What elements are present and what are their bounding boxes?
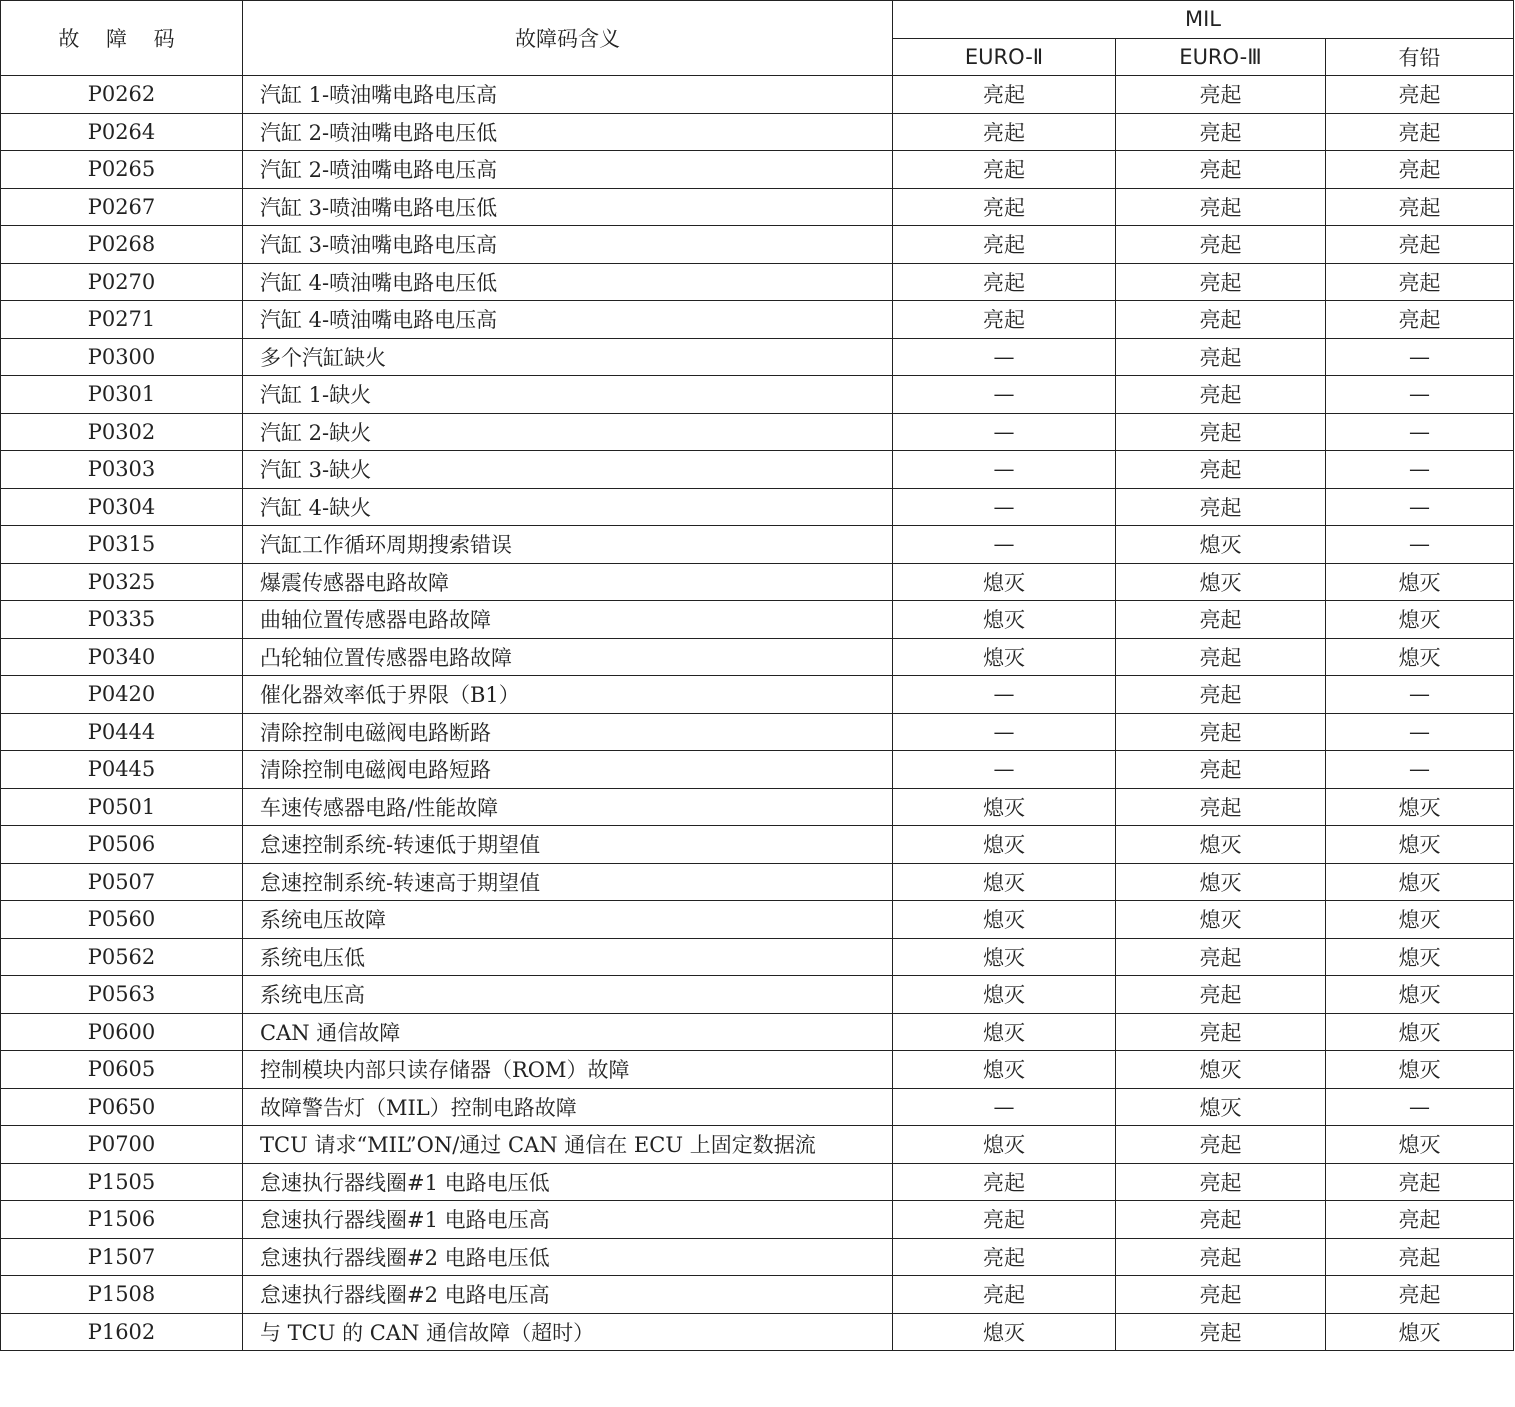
fault-meaning-cell: 控制模块内部只读存储器（ROM）故障 xyxy=(243,1051,893,1089)
mil-leaded-cell: — xyxy=(1326,1088,1514,1126)
fault-meaning-cell: 汽缸 4-喷油嘴电路电压高 xyxy=(243,301,893,339)
fault-meaning-cell: 汽缸 1-喷油嘴电路电压高 xyxy=(243,76,893,114)
table-header xyxy=(1,1,1514,76)
fault-code-cell: P0264 xyxy=(1,113,243,151)
mil-euro2-cell: 亮起 xyxy=(893,1276,1116,1314)
mil-euro2-cell: — xyxy=(893,1088,1116,1126)
table-row xyxy=(1,938,1514,976)
fault-code-cell: P1506 xyxy=(1,1201,243,1239)
fault-meaning-cell: 系统电压故障 xyxy=(243,901,893,939)
fault-code-cell: P0501 xyxy=(1,788,243,826)
fault-code-cell: P0268 xyxy=(1,226,243,264)
mil-leaded-cell: — xyxy=(1326,338,1514,376)
mil-leaded-cell: — xyxy=(1326,713,1514,751)
fault-meaning-cell: 清除控制电磁阀电路断路 xyxy=(243,713,893,751)
fault-code-cell: P0560 xyxy=(1,901,243,939)
mil-leaded-cell: 亮起 xyxy=(1326,188,1514,226)
mil-euro3-cell: 亮起 xyxy=(1116,113,1326,151)
mil-euro3-cell: 亮起 xyxy=(1116,1313,1326,1351)
mil-euro2-cell: 亮起 xyxy=(893,188,1116,226)
mil-leaded-cell: 熄灭 xyxy=(1326,638,1514,676)
mil-leaded-cell: — xyxy=(1326,526,1514,564)
fault-code-cell: P0444 xyxy=(1,713,243,751)
table-row xyxy=(1,563,1514,601)
mil-leaded-cell: — xyxy=(1326,488,1514,526)
mil-leaded-cell: 亮起 xyxy=(1326,226,1514,264)
mil-leaded-cell: 熄灭 xyxy=(1326,601,1514,639)
table-row xyxy=(1,1088,1514,1126)
mil-euro2-cell: 熄灭 xyxy=(893,826,1116,864)
mil-euro3-cell: 亮起 xyxy=(1116,1201,1326,1239)
mil-euro3-cell: 亮起 xyxy=(1116,638,1326,676)
mil-leaded-cell: 亮起 xyxy=(1326,1163,1514,1201)
fault-meaning-cell: 怠速执行器线圈#2 电路电压高 xyxy=(243,1276,893,1314)
mil-euro2-cell: 熄灭 xyxy=(893,1126,1116,1164)
fault-meaning-cell: 系统电压高 xyxy=(243,976,893,1014)
fault-meaning-cell: 汽缸 2-喷油嘴电路电压低 xyxy=(243,113,893,151)
header-mil: MIL xyxy=(893,1,1514,39)
table-row xyxy=(1,338,1514,376)
fault-code-cell: P0605 xyxy=(1,1051,243,1089)
fault-meaning-cell: 清除控制电磁阀电路短路 xyxy=(243,751,893,789)
mil-euro3-cell: 亮起 xyxy=(1116,751,1326,789)
mil-euro2-cell: 熄灭 xyxy=(893,563,1116,601)
mil-leaded-cell: 熄灭 xyxy=(1326,563,1514,601)
fault-meaning-cell: 汽缸 4-缺火 xyxy=(243,488,893,526)
table-row xyxy=(1,451,1514,489)
mil-euro2-cell: 亮起 xyxy=(893,113,1116,151)
mil-euro3-cell: 亮起 xyxy=(1116,976,1326,1014)
mil-leaded-cell: 熄灭 xyxy=(1326,826,1514,864)
header-euro3: EURO-Ⅲ xyxy=(1116,38,1326,76)
fault-code-cell: P0563 xyxy=(1,976,243,1014)
fault-meaning-cell: 怠速控制系统-转速低于期望值 xyxy=(243,826,893,864)
mil-leaded-cell: 熄灭 xyxy=(1326,1126,1514,1164)
fault-code-cell: P0262 xyxy=(1,76,243,114)
table-row xyxy=(1,151,1514,189)
mil-euro2-cell: 亮起 xyxy=(893,226,1116,264)
fault-meaning-cell: CAN 通信故障 xyxy=(243,1013,893,1051)
mil-leaded-cell: — xyxy=(1326,376,1514,414)
table-row xyxy=(1,1238,1514,1276)
fault-meaning-cell: 凸轮轴位置传感器电路故障 xyxy=(243,638,893,676)
mil-euro2-cell: 熄灭 xyxy=(893,863,1116,901)
fault-code-cell: P1602 xyxy=(1,1313,243,1351)
header-fault-code: 故 障 码 xyxy=(1,1,243,76)
table-row xyxy=(1,1276,1514,1314)
header-row xyxy=(1,1,1514,39)
mil-leaded-cell: 熄灭 xyxy=(1326,976,1514,1014)
fault-meaning-cell: 汽缸 2-缺火 xyxy=(243,413,893,451)
fault-meaning-cell: TCU 请求“MIL”ON/通过 CAN 通信在 ECU 上固定数据流 xyxy=(243,1126,893,1164)
mil-leaded-cell: — xyxy=(1326,751,1514,789)
mil-leaded-cell: — xyxy=(1326,676,1514,714)
table-row xyxy=(1,601,1514,639)
mil-euro2-cell: 亮起 xyxy=(893,151,1116,189)
table-row xyxy=(1,751,1514,789)
fault-code-cell: P0600 xyxy=(1,1013,243,1051)
mil-leaded-cell: 熄灭 xyxy=(1326,788,1514,826)
fault-code-cell: P0270 xyxy=(1,263,243,301)
mil-leaded-cell: — xyxy=(1326,451,1514,489)
fault-code-cell: P0650 xyxy=(1,1088,243,1126)
mil-euro3-cell: 熄灭 xyxy=(1116,1051,1326,1089)
table-row xyxy=(1,488,1514,526)
table-row xyxy=(1,76,1514,114)
mil-euro3-cell: 熄灭 xyxy=(1116,1088,1326,1126)
table-row xyxy=(1,301,1514,339)
fault-meaning-cell: 系统电压低 xyxy=(243,938,893,976)
mil-euro3-cell: 亮起 xyxy=(1116,1163,1326,1201)
table-row xyxy=(1,788,1514,826)
table-body xyxy=(1,76,1514,1351)
mil-euro2-cell: — xyxy=(893,526,1116,564)
mil-leaded-cell: — xyxy=(1326,413,1514,451)
mil-euro2-cell: 亮起 xyxy=(893,1238,1116,1276)
table-row xyxy=(1,376,1514,414)
mil-euro2-cell: 亮起 xyxy=(893,263,1116,301)
mil-euro2-cell: — xyxy=(893,451,1116,489)
fault-code-cell: P0700 xyxy=(1,1126,243,1164)
fault-meaning-cell: 汽缸 3-喷油嘴电路电压高 xyxy=(243,226,893,264)
table-row xyxy=(1,1013,1514,1051)
mil-euro2-cell: 熄灭 xyxy=(893,901,1116,939)
mil-euro3-cell: 亮起 xyxy=(1116,1276,1326,1314)
mil-leaded-cell: 亮起 xyxy=(1326,301,1514,339)
mil-leaded-cell: 亮起 xyxy=(1326,1238,1514,1276)
mil-euro2-cell: 熄灭 xyxy=(893,938,1116,976)
mil-euro2-cell: 熄灭 xyxy=(893,788,1116,826)
mil-euro2-cell: 亮起 xyxy=(893,301,1116,339)
fault-code-cell: P0420 xyxy=(1,676,243,714)
fault-meaning-cell: 曲轴位置传感器电路故障 xyxy=(243,601,893,639)
table-row xyxy=(1,1051,1514,1089)
fault-meaning-cell: 汽缸 2-喷油嘴电路电压高 xyxy=(243,151,893,189)
mil-leaded-cell: 亮起 xyxy=(1326,113,1514,151)
mil-leaded-cell: 亮起 xyxy=(1326,151,1514,189)
mil-euro2-cell: 亮起 xyxy=(893,1201,1116,1239)
mil-euro3-cell: 亮起 xyxy=(1116,488,1326,526)
mil-leaded-cell: 熄灭 xyxy=(1326,1013,1514,1051)
fault-meaning-cell: 催化器效率低于界限（B1） xyxy=(243,676,893,714)
mil-euro3-cell: 亮起 xyxy=(1116,376,1326,414)
mil-euro2-cell: — xyxy=(893,713,1116,751)
fault-meaning-cell: 汽缸 3-缺火 xyxy=(243,451,893,489)
mil-leaded-cell: 亮起 xyxy=(1326,263,1514,301)
fault-meaning-cell: 汽缸 1-缺火 xyxy=(243,376,893,414)
mil-euro3-cell: 熄灭 xyxy=(1116,901,1326,939)
mil-euro3-cell: 亮起 xyxy=(1116,76,1326,114)
table-row xyxy=(1,113,1514,151)
mil-leaded-cell: 熄灭 xyxy=(1326,938,1514,976)
fault-meaning-cell: 多个汽缸缺火 xyxy=(243,338,893,376)
fault-code-cell: P0315 xyxy=(1,526,243,564)
mil-euro2-cell: 亮起 xyxy=(893,1163,1116,1201)
fault-meaning-cell: 车速传感器电路/性能故障 xyxy=(243,788,893,826)
mil-euro3-cell: 熄灭 xyxy=(1116,826,1326,864)
fault-code-cell: P0507 xyxy=(1,863,243,901)
mil-euro3-cell: 亮起 xyxy=(1116,413,1326,451)
mil-leaded-cell: 亮起 xyxy=(1326,1201,1514,1239)
fault-code-cell: P0304 xyxy=(1,488,243,526)
mil-euro3-cell: 亮起 xyxy=(1116,1126,1326,1164)
fault-meaning-cell: 故障警告灯（MIL）控制电路故障 xyxy=(243,1088,893,1126)
fault-meaning-cell: 汽缸 3-喷油嘴电路电压低 xyxy=(243,188,893,226)
table-row xyxy=(1,863,1514,901)
mil-leaded-cell: 熄灭 xyxy=(1326,901,1514,939)
fault-code-cell: P0265 xyxy=(1,151,243,189)
mil-euro3-cell: 亮起 xyxy=(1116,451,1326,489)
mil-euro2-cell: — xyxy=(893,413,1116,451)
mil-euro2-cell: 熄灭 xyxy=(893,1051,1116,1089)
mil-euro2-cell: — xyxy=(893,676,1116,714)
fault-code-cell: P0562 xyxy=(1,938,243,976)
fault-code-cell: P1508 xyxy=(1,1276,243,1314)
mil-euro3-cell: 熄灭 xyxy=(1116,863,1326,901)
table-row xyxy=(1,263,1514,301)
mil-euro3-cell: 亮起 xyxy=(1116,338,1326,376)
table-row xyxy=(1,226,1514,264)
table-row xyxy=(1,1126,1514,1164)
mil-euro3-cell: 亮起 xyxy=(1116,713,1326,751)
fault-code-cell: P0335 xyxy=(1,601,243,639)
mil-euro2-cell: 熄灭 xyxy=(893,976,1116,1014)
fault-code-cell: P0267 xyxy=(1,188,243,226)
fault-meaning-cell: 汽缸 4-喷油嘴电路电压低 xyxy=(243,263,893,301)
fault-meaning-cell: 怠速执行器线圈#1 电路电压高 xyxy=(243,1201,893,1239)
table-row xyxy=(1,1313,1514,1351)
mil-euro3-cell: 亮起 xyxy=(1116,788,1326,826)
mil-euro3-cell: 亮起 xyxy=(1116,226,1326,264)
fault-code-cell: P0506 xyxy=(1,826,243,864)
fault-code-cell: P0301 xyxy=(1,376,243,414)
table-row xyxy=(1,1201,1514,1239)
table-row xyxy=(1,638,1514,676)
mil-euro3-cell: 熄灭 xyxy=(1116,526,1326,564)
fault-code-cell: P0303 xyxy=(1,451,243,489)
mil-euro3-cell: 亮起 xyxy=(1116,301,1326,339)
fault-code-cell: P0445 xyxy=(1,751,243,789)
fault-code-cell: P0340 xyxy=(1,638,243,676)
mil-euro3-cell: 亮起 xyxy=(1116,601,1326,639)
mil-euro2-cell: — xyxy=(893,488,1116,526)
header-leaded: 有铅 xyxy=(1326,38,1514,76)
table-row xyxy=(1,826,1514,864)
mil-euro3-cell: 熄灭 xyxy=(1116,563,1326,601)
table-row xyxy=(1,526,1514,564)
mil-euro3-cell: 亮起 xyxy=(1116,1238,1326,1276)
fault-code-cell: P0300 xyxy=(1,338,243,376)
mil-euro2-cell: — xyxy=(893,376,1116,414)
table-row xyxy=(1,676,1514,714)
fault-meaning-cell: 汽缸工作循环周期搜索错误 xyxy=(243,526,893,564)
header-euro2: EURO-Ⅱ xyxy=(893,38,1116,76)
mil-leaded-cell: 熄灭 xyxy=(1326,863,1514,901)
mil-euro2-cell: 熄灭 xyxy=(893,601,1116,639)
header-fault-meaning: 故障码含义 xyxy=(243,1,893,76)
mil-euro3-cell: 亮起 xyxy=(1116,263,1326,301)
mil-euro2-cell: 熄灭 xyxy=(893,638,1116,676)
table-row xyxy=(1,413,1514,451)
mil-euro3-cell: 亮起 xyxy=(1116,938,1326,976)
table-row xyxy=(1,188,1514,226)
mil-euro3-cell: 亮起 xyxy=(1116,1013,1326,1051)
mil-euro2-cell: — xyxy=(893,751,1116,789)
fault-meaning-cell: 与 TCU 的 CAN 通信故障（超时） xyxy=(243,1313,893,1351)
fault-meaning-cell: 怠速控制系统-转速高于期望值 xyxy=(243,863,893,901)
mil-euro2-cell: 熄灭 xyxy=(893,1013,1116,1051)
fault-meaning-cell: 爆震传感器电路故障 xyxy=(243,563,893,601)
fault-code-cell: P1507 xyxy=(1,1238,243,1276)
table-row xyxy=(1,976,1514,1014)
table-row xyxy=(1,713,1514,751)
mil-leaded-cell: 亮起 xyxy=(1326,76,1514,114)
fault-meaning-cell: 怠速执行器线圈#2 电路电压低 xyxy=(243,1238,893,1276)
mil-leaded-cell: 熄灭 xyxy=(1326,1051,1514,1089)
fault-code-cell: P0325 xyxy=(1,563,243,601)
fault-code-cell: P0271 xyxy=(1,301,243,339)
table-row xyxy=(1,1163,1514,1201)
mil-leaded-cell: 亮起 xyxy=(1326,1276,1514,1314)
fault-code-cell: P1505 xyxy=(1,1163,243,1201)
fault-meaning-cell: 怠速执行器线圈#1 电路电压低 xyxy=(243,1163,893,1201)
mil-euro3-cell: 亮起 xyxy=(1116,151,1326,189)
mil-euro3-cell: 亮起 xyxy=(1116,676,1326,714)
fault-code-cell: P0302 xyxy=(1,413,243,451)
mil-euro3-cell: 亮起 xyxy=(1116,188,1326,226)
mil-leaded-cell: 熄灭 xyxy=(1326,1313,1514,1351)
mil-euro2-cell: — xyxy=(893,338,1116,376)
table-row xyxy=(1,901,1514,939)
mil-euro2-cell: 亮起 xyxy=(893,76,1116,114)
mil-euro2-cell: 熄灭 xyxy=(893,1313,1116,1351)
